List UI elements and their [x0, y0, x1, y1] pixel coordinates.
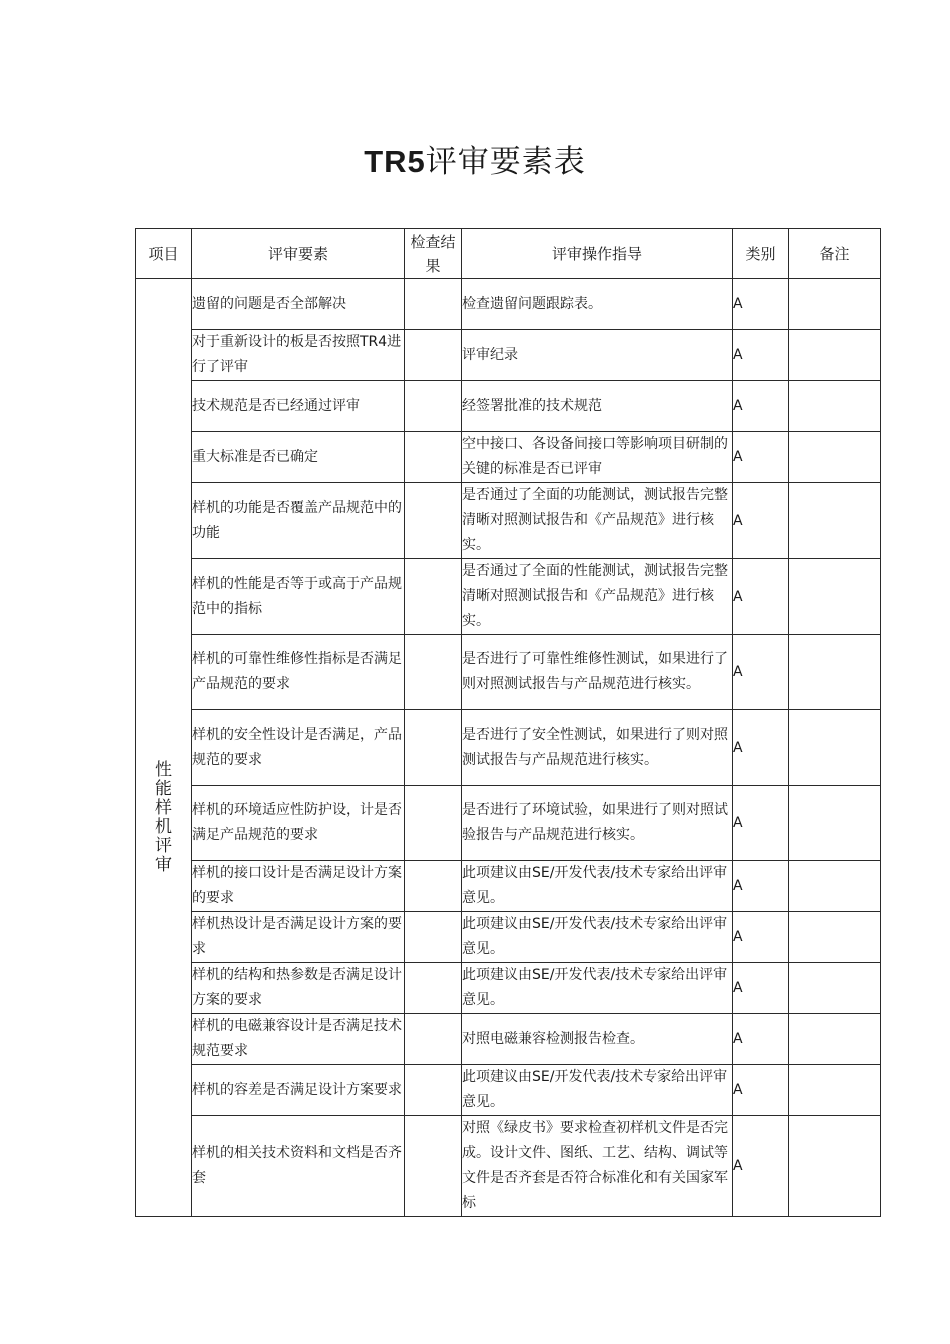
row-category: A [733, 786, 789, 861]
row-remarks [789, 963, 881, 1014]
table-row [136, 710, 881, 786]
row-remarks [789, 483, 881, 559]
table-row [136, 279, 881, 330]
row-item: 样机的环境适应性防护设，计是否满足产品规范的要求 [192, 786, 405, 861]
row-category: A [733, 963, 789, 1014]
row-remarks [789, 1014, 881, 1065]
row-remarks [789, 559, 881, 635]
row-check [405, 483, 462, 559]
row-remarks [789, 861, 881, 912]
row-item: 样机的性能是否等于或高于产品规范中的指标 [192, 559, 405, 635]
header-check-result: 检查结果 [405, 229, 462, 279]
row-guide: 对照电磁兼容检测报告检查。 [462, 1014, 733, 1065]
row-check [405, 1065, 462, 1116]
row-guide: 是否进行了安全性测试，如果进行了则对照测试报告与产品规范进行核实。 [462, 710, 733, 786]
row-remarks [789, 381, 881, 432]
table-row [136, 786, 881, 861]
row-category: A [733, 710, 789, 786]
row-check [405, 279, 462, 330]
project-cell [136, 279, 192, 1217]
row-guide: 是否进行了可靠性维修性测试，如果进行了则对照测试报告与产品规范进行核实。 [462, 635, 733, 710]
row-item: 样机的相关技术资料和文档是否齐套 [192, 1116, 405, 1217]
table-row [136, 559, 881, 635]
row-check [405, 963, 462, 1014]
row-guide: 是否通过了全面的性能测试，测试报告完整清晰对照测试报告和《产品规范》进行核实。 [462, 559, 733, 635]
row-check [405, 1116, 462, 1217]
row-item: 对于重新设计的板是否按照TR4进行了评审 [192, 330, 405, 381]
row-category: A [733, 330, 789, 381]
header-guide: 评审操作指导 [462, 229, 733, 279]
row-item: 样机的接口设计是否满足设计方案的要求 [192, 861, 405, 912]
project-label: 性能样机评审 [155, 759, 172, 875]
header-remarks: 备注 [789, 229, 881, 279]
row-category: A [733, 432, 789, 483]
row-item: 样机的功能是否覆盖产品规范中的功能 [192, 483, 405, 559]
row-guide: 是否进行了环境试验，如果进行了则对照试验报告与产品规范进行核实。 [462, 786, 733, 861]
row-guide: 对照《绿皮书》要求检查初样机文件是否完成。设计文件、图纸、工艺、结构、调试等文件是否齐套是否符合标准化和有关国家军标 [462, 1116, 733, 1217]
row-remarks [789, 330, 881, 381]
row-guide: 检查遗留问题跟踪表。 [462, 279, 733, 330]
table-row [136, 1014, 881, 1065]
row-guide: 此项建议由SE/开发代表/技术专家给出评审意见。 [462, 912, 733, 963]
row-check [405, 861, 462, 912]
row-check [405, 559, 462, 635]
page-title [0, 136, 950, 181]
row-check [405, 381, 462, 432]
row-category: A [733, 861, 789, 912]
row-category: A [733, 635, 789, 710]
table-row [136, 483, 881, 559]
title-suffix: 评审要素表 [425, 144, 586, 180]
row-remarks [789, 786, 881, 861]
row-item: 样机的可靠性维修性指标是否满足产品规范的要求 [192, 635, 405, 710]
row-check [405, 710, 462, 786]
header-project: 项目 [136, 229, 192, 279]
row-item: 样机的容差是否满足设计方案要求 [192, 1065, 405, 1116]
table-row [136, 432, 881, 483]
row-category: A [733, 1065, 789, 1116]
row-item: 技术规范是否已经通过评审 [192, 381, 405, 432]
row-guide: 经签署批准的技术规范 [462, 381, 733, 432]
row-guide: 评审纪录 [462, 330, 733, 381]
row-check [405, 786, 462, 861]
table-row [136, 912, 881, 963]
header-row [136, 229, 881, 279]
row-item: 重大标准是否已确定 [192, 432, 405, 483]
row-guide: 此项建议由SE/开发代表/技术专家给出评审意见。 [462, 963, 733, 1014]
row-guide: 此项建议由SE/开发代表/技术专家给出评审意见。 [462, 1065, 733, 1116]
row-remarks [789, 1116, 881, 1217]
row-category: A [733, 1014, 789, 1065]
row-check [405, 1014, 462, 1065]
row-remarks [789, 710, 881, 786]
row-category: A [733, 381, 789, 432]
table-row [136, 635, 881, 710]
table-row [136, 1065, 881, 1116]
table-row [136, 1116, 881, 1217]
row-category: A [733, 279, 789, 330]
title-prefix: TR5 [364, 144, 426, 179]
row-remarks [789, 279, 881, 330]
table-row [136, 381, 881, 432]
row-item: 样机热设计是否满足设计方案的要求 [192, 912, 405, 963]
table-row [136, 330, 881, 381]
row-check [405, 635, 462, 710]
row-item: 样机的结构和热参数是否满足设计方案的要求 [192, 963, 405, 1014]
table-row [136, 963, 881, 1014]
row-guide: 此项建议由SE/开发代表/技术专家给出评审意见。 [462, 861, 733, 912]
row-check [405, 912, 462, 963]
row-remarks [789, 1065, 881, 1116]
row-category: A [733, 559, 789, 635]
row-guide: 是否通过了全面的功能测试，测试报告完整清晰对照测试报告和《产品规范》进行核实。 [462, 483, 733, 559]
table-row [136, 861, 881, 912]
row-category: A [733, 483, 789, 559]
header-category: 类别 [733, 229, 789, 279]
row-category: A [733, 1116, 789, 1217]
row-item: 样机的安全性设计是否满足，产品规范的要求 [192, 710, 405, 786]
row-check [405, 432, 462, 483]
row-remarks [789, 635, 881, 710]
header-elements: 评审要素 [192, 229, 405, 279]
row-category: A [733, 912, 789, 963]
row-item: 遗留的问题是否全部解决 [192, 279, 405, 330]
row-remarks [789, 432, 881, 483]
row-guide: 空中接口、各设备间接口等影响项目研制的关键的标准是否已评审 [462, 432, 733, 483]
row-item: 样机的电磁兼容设计是否满足技术规范要求 [192, 1014, 405, 1065]
row-remarks [789, 912, 881, 963]
review-table [135, 228, 881, 1217]
row-check [405, 330, 462, 381]
